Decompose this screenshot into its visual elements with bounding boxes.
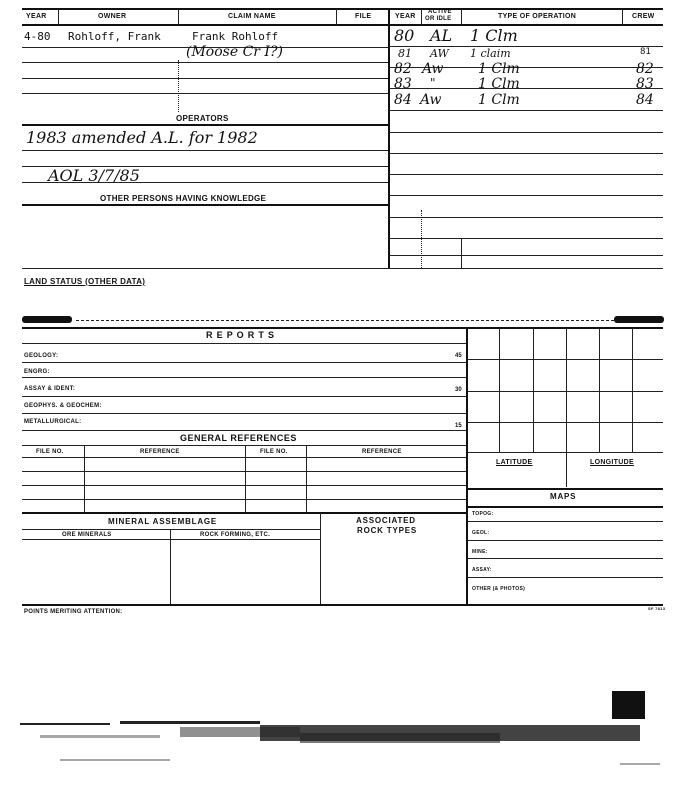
record-owner: Rohloff, Frank (68, 30, 161, 43)
operators-label: OPERATORS (176, 114, 229, 123)
row-line (22, 529, 320, 530)
bottom-line (22, 604, 663, 606)
record-claim-note: (Moose Cr I?) (186, 44, 283, 60)
form-number: SF 7813 (648, 606, 666, 611)
activity-operation: 1 Clm (478, 92, 520, 108)
activity-crew: 84 (636, 92, 654, 108)
rock-forming-label: ROCK FORMING, ETC. (200, 532, 271, 538)
latitude-label: LATITUDE (496, 459, 533, 466)
activity-operation: 1 Clm (478, 76, 520, 92)
longitude-label: LONGITUDE (590, 459, 634, 466)
row-line (22, 396, 466, 397)
col-divider (84, 445, 85, 512)
col-file-no: FILE NO. (36, 449, 64, 455)
row-line (467, 558, 663, 559)
col-divider (170, 529, 171, 604)
activity-status: Aw (422, 61, 444, 77)
other-persons-label: OTHER PERSONS HAVING KNOWLEDGE (100, 194, 267, 203)
grid-col (599, 328, 600, 452)
header-or-idle: OR IDLE (425, 16, 452, 22)
activity-crew: 83 (636, 76, 654, 92)
activity-year: 80 (394, 26, 415, 45)
grid-col (566, 453, 567, 487)
col-divider (336, 9, 337, 25)
points-meriting-label: POINTS MERITING ATTENTION: (24, 609, 123, 615)
activity-operation: 1 Clm (470, 26, 518, 45)
top-border (22, 8, 663, 10)
col-file-no-2: FILE NO. (260, 449, 288, 455)
col-reference-2: REFERENCE (362, 449, 402, 455)
header-underline (22, 24, 663, 26)
col-divider (421, 9, 422, 25)
other-persons-line (22, 204, 388, 206)
activity-status: AW (430, 47, 449, 60)
activity-year: 81 (398, 47, 412, 60)
header-owner: OWNER (98, 13, 127, 20)
row-line (22, 150, 388, 151)
maps-line (467, 488, 663, 490)
row-line (22, 377, 466, 378)
section-divider (76, 320, 614, 321)
col-divider (245, 445, 246, 512)
maps-title: MAPS (550, 492, 577, 501)
row-line (467, 540, 663, 541)
row-line (22, 93, 388, 94)
operators-line (22, 124, 388, 126)
row-line (389, 195, 663, 196)
report-geology-num: 45 (455, 353, 462, 359)
right-grid-border (466, 328, 468, 604)
activity-year: 84 (394, 92, 412, 108)
grid-row (467, 359, 663, 360)
header-year-2: YEAR (395, 13, 416, 20)
row-line (22, 430, 466, 431)
row-line (389, 110, 663, 111)
grid-col (632, 328, 633, 452)
row-line (22, 362, 466, 363)
col-divider (320, 513, 321, 604)
report-assay-num: 30 (455, 387, 462, 393)
redaction-mark (22, 316, 72, 323)
general-references-title: GENERAL REFERENCES (180, 433, 297, 443)
grid-col (533, 328, 534, 452)
row-line (22, 78, 388, 79)
activity-year: 83 (394, 76, 412, 92)
row-line (467, 577, 663, 578)
col-divider (461, 9, 462, 25)
activity-operation: 1 claim (470, 47, 511, 60)
col-divider (421, 210, 422, 268)
map-topog: TOPOG: (472, 511, 494, 517)
row-line (22, 343, 466, 344)
header-active: ACTIVE (428, 9, 452, 15)
land-status-label: LAND STATUS (OTHER DATA) (24, 277, 146, 286)
col-reference: REFERENCE (140, 449, 180, 455)
record-claim-name: Frank Rohloff (192, 30, 279, 43)
operators-signature: AOL 3/7/85 (48, 166, 140, 185)
maps-line-2 (467, 506, 663, 508)
header-claim-name: CLAIM NAME (228, 13, 276, 20)
grid-row (467, 422, 663, 423)
row-line (389, 153, 663, 154)
row-line (389, 132, 663, 133)
row-line (389, 174, 663, 175)
activity-status: AL (430, 26, 453, 45)
activity-crew: 81 (640, 47, 651, 57)
row-line (389, 255, 663, 256)
report-metallurgical-num: 15 (455, 423, 462, 429)
redaction-mark (614, 316, 664, 323)
row-line (22, 471, 466, 472)
rock-types-label: ROCK TYPES (357, 526, 418, 535)
activity-status: Aw (420, 92, 442, 108)
grid-row (467, 391, 663, 392)
map-mine: MINE: (472, 549, 488, 555)
col-divider (58, 9, 59, 25)
header-crew: CREW (632, 13, 655, 20)
reports-title: R E P O R T S (206, 330, 275, 340)
ore-minerals-label: ORE MINERALS (62, 532, 112, 538)
map-assay: ASSAY: (472, 567, 492, 573)
land-status-line (22, 268, 663, 269)
row-line (389, 238, 663, 239)
header-type-of-operation: TYPE OF OPERATION (498, 13, 577, 20)
header-file: FILE (355, 13, 372, 20)
col-divider (622, 9, 623, 25)
scan-noise (0, 715, 678, 785)
row-line (22, 539, 320, 540)
col-divider (306, 445, 307, 512)
activity-year: 82 (394, 61, 412, 77)
mineral-top-line (22, 512, 466, 514)
row-line (389, 217, 663, 218)
grid-col (566, 328, 567, 452)
map-other: OTHER (& PHOTOS) (472, 586, 526, 592)
report-metallurgical: METALLURGICAL: (24, 419, 82, 425)
col-divider (461, 238, 462, 268)
report-assay: ASSAY & IDENT: (24, 386, 76, 392)
activity-operation: 1 Clm (478, 61, 520, 77)
header-year: YEAR (26, 13, 47, 20)
col-divider (178, 60, 179, 112)
row-line (22, 413, 466, 414)
row-line (22, 457, 466, 458)
row-line (22, 485, 466, 486)
mineral-title: MINERAL ASSEMBLAGE (108, 517, 218, 526)
col-divider (178, 9, 179, 25)
activity-status: " (430, 76, 436, 90)
activity-crew: 82 (636, 61, 654, 77)
row-line (22, 62, 388, 63)
associated-label: ASSOCIATED (356, 516, 416, 525)
operators-note: 1983 amended A.L. for 1982 (26, 128, 258, 147)
report-geophys: GEOPHYS. & GEOCHEM: (24, 403, 102, 409)
record-year: 4-80 (24, 30, 51, 43)
report-engrg: ENGRG: (24, 369, 50, 375)
row-line (22, 499, 466, 500)
row-line (22, 445, 466, 446)
grid-col (499, 328, 500, 452)
row-line (467, 521, 663, 522)
report-geology: GEOLOGY: (24, 353, 59, 359)
grid-row (467, 452, 663, 453)
center-divider (388, 9, 390, 269)
map-geol: GEOL: (472, 530, 490, 536)
